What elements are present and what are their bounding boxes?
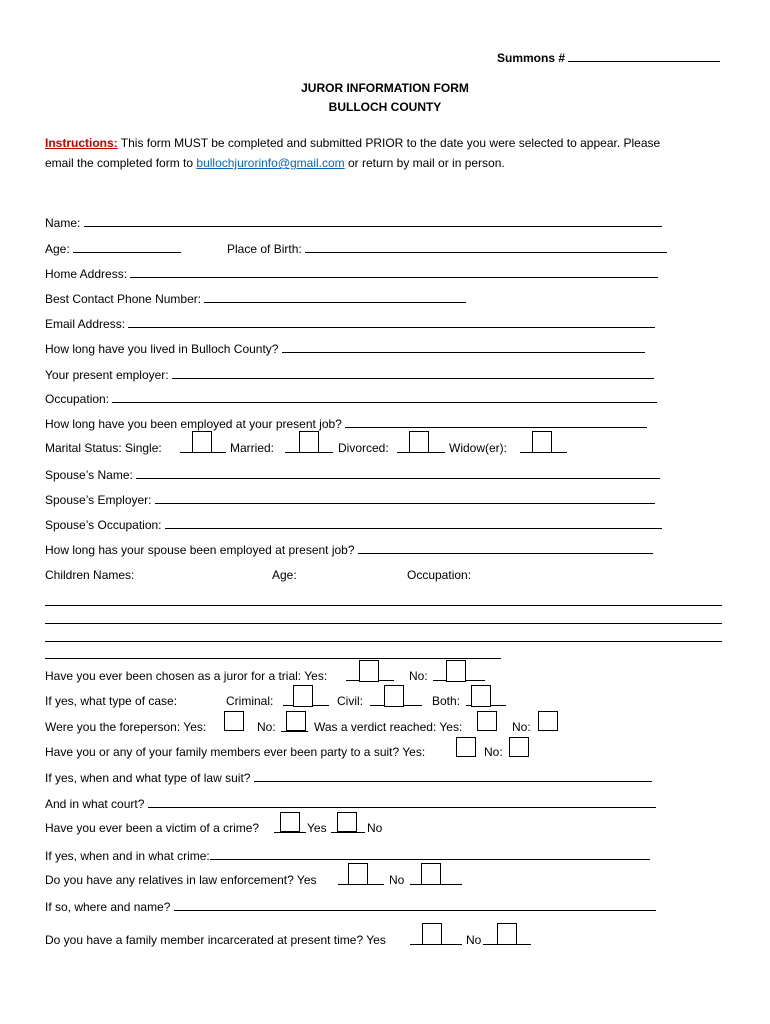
juror-no-label: No: <box>409 669 428 683</box>
instructions-line-2: email the completed form to bullochjurorinfo@gmail.com or return by mail or in person. <box>45 156 505 170</box>
employed-how-long-field[interactable] <box>345 416 647 428</box>
spouse-employed-field[interactable] <box>358 542 653 554</box>
lived-in-county-field[interactable] <box>282 341 645 353</box>
foreperson-label: Were you the foreperson: Yes: <box>45 720 207 734</box>
crime-when-row: If yes, when and in what crime: <box>45 848 650 863</box>
relatives-yes-checkbox[interactable] <box>348 863 368 885</box>
email-row: Email Address: <box>45 316 655 331</box>
juror-no-checkbox[interactable] <box>446 660 466 682</box>
children-age-label: Age: <box>272 568 297 582</box>
name-row: Name: <box>45 215 662 230</box>
employer-field[interactable] <box>172 367 654 379</box>
incarcerated-no-checkbox[interactable] <box>497 923 517 945</box>
married-checkbox[interactable] <box>299 431 319 453</box>
verdict-no-checkbox[interactable] <box>538 711 558 731</box>
children-line-4[interactable] <box>45 658 501 659</box>
instructions-label: Instructions: <box>45 136 118 150</box>
widow-label: Widow(er): <box>449 441 508 455</box>
crime-when-field[interactable] <box>210 848 650 860</box>
criminal-label: Criminal: <box>226 694 274 708</box>
where-name-field[interactable] <box>174 899 656 911</box>
victim-yes-checkbox[interactable] <box>280 812 300 832</box>
children-line-3[interactable] <box>45 641 722 642</box>
case-type-label: If yes, what type of case: <box>45 694 178 708</box>
marital-status-label: Marital Status: Single: <box>45 441 162 455</box>
relatives-no-label: No <box>389 873 405 887</box>
email-link[interactable]: bullochjurorinfo@gmail.com <box>196 156 345 170</box>
employer-row: Your present employer: <box>45 367 654 382</box>
divorced-label: Divorced: <box>338 441 389 455</box>
employed-how-long-row: How long have you been employed at your present job? <box>45 416 647 431</box>
name-field[interactable] <box>84 215 662 227</box>
law-suit-type-field[interactable] <box>254 770 652 782</box>
juror-yes-checkbox[interactable] <box>359 660 379 682</box>
law-suit-type-row: If yes, when and what type of law suit? <box>45 770 652 785</box>
age-field[interactable] <box>73 241 181 253</box>
civil-label: Civil: <box>337 694 363 708</box>
spouse-employed-row: How long has your spouse been employed at present job? <box>45 542 653 557</box>
children-line-1[interactable] <box>45 605 722 606</box>
both-checkbox[interactable] <box>471 685 491 707</box>
party-suit-yes-checkbox[interactable] <box>456 737 476 757</box>
foreperson-no-label: No: <box>257 720 276 734</box>
verdict-no-label: No: <box>512 720 531 734</box>
both-label: Both: <box>432 694 461 708</box>
spouse-employer-row: Spouse’s Employer: <box>45 492 655 507</box>
home-address-row: Home Address: <box>45 266 658 281</box>
party-suit-label: Have you or any of your family members ever been party to a suit? Yes: <box>45 745 426 759</box>
foreperson-yes-checkbox[interactable] <box>224 711 244 731</box>
incarcerated-no-label: No <box>466 933 482 947</box>
incarcerated-label: Do you have a family member incarcerated at present time? Yes <box>45 933 386 947</box>
children-names-label: Children Names: <box>45 568 135 582</box>
instructions-line-1: Instructions: This form MUST be completed and submitted PRIOR to the date you were selected to appear. Please <box>45 136 661 150</box>
court-field[interactable] <box>148 796 656 808</box>
spouse-name-row: Spouse’s Name: <box>45 467 660 482</box>
summons-label: Summons # <box>497 50 720 65</box>
spouse-occupation-field[interactable] <box>165 517 662 529</box>
spouse-occupation-row: Spouse’s Occupation: <box>45 517 662 532</box>
victim-yes-label: Yes <box>307 821 327 835</box>
county-title: BULLOCH COUNTY <box>328 100 442 114</box>
married-label: Married: <box>230 441 275 455</box>
place-of-birth-row: Place of Birth: <box>227 241 667 256</box>
relatives-no-checkbox[interactable] <box>421 863 441 885</box>
party-suit-no-checkbox[interactable] <box>509 737 529 757</box>
victim-no-label: No <box>367 821 383 835</box>
spouse-name-field[interactable] <box>136 467 660 479</box>
party-suit-no-label: No: <box>484 745 503 759</box>
court-row: And in what court? <box>45 796 656 811</box>
occupation-field[interactable] <box>112 391 657 403</box>
foreperson-no-checkbox[interactable] <box>286 711 306 731</box>
home-address-field[interactable] <box>130 266 658 278</box>
summons-field[interactable] <box>568 50 720 62</box>
occupation-row: Occupation: <box>45 391 657 406</box>
verdict-yes-checkbox[interactable] <box>477 711 497 731</box>
widow-checkbox[interactable] <box>532 431 552 453</box>
where-name-row: If so, where and name? <box>45 899 656 914</box>
juror-before-label: Have you ever been chosen as a juror for a trial: Yes: <box>45 669 328 683</box>
children-line-2[interactable] <box>45 623 722 624</box>
criminal-checkbox[interactable] <box>293 685 313 707</box>
children-occupation-label: Occupation: <box>407 568 472 582</box>
verdict-label: Was a verdict reached: Yes: <box>314 720 463 734</box>
single-checkbox[interactable] <box>192 431 212 453</box>
divorced-checkbox[interactable] <box>409 431 429 453</box>
victim-no-checkbox[interactable] <box>337 812 357 832</box>
relatives-law-label: Do you have any relatives in law enforcement? Yes <box>45 873 317 887</box>
spouse-employer-field[interactable] <box>155 492 655 504</box>
form-title: JUROR INFORMATION FORM <box>301 81 469 95</box>
lived-in-county-row: How long have you lived in Bulloch County? <box>45 341 645 356</box>
incarcerated-yes-checkbox[interactable] <box>422 923 442 945</box>
place-of-birth-field[interactable] <box>305 241 667 253</box>
email-field[interactable] <box>128 316 655 328</box>
phone-field[interactable] <box>204 291 466 303</box>
age-row: Age: <box>45 241 181 256</box>
victim-label: Have you ever been a victim of a crime? <box>45 821 260 835</box>
phone-row: Best Contact Phone Number: <box>45 291 466 306</box>
civil-checkbox[interactable] <box>384 685 404 707</box>
